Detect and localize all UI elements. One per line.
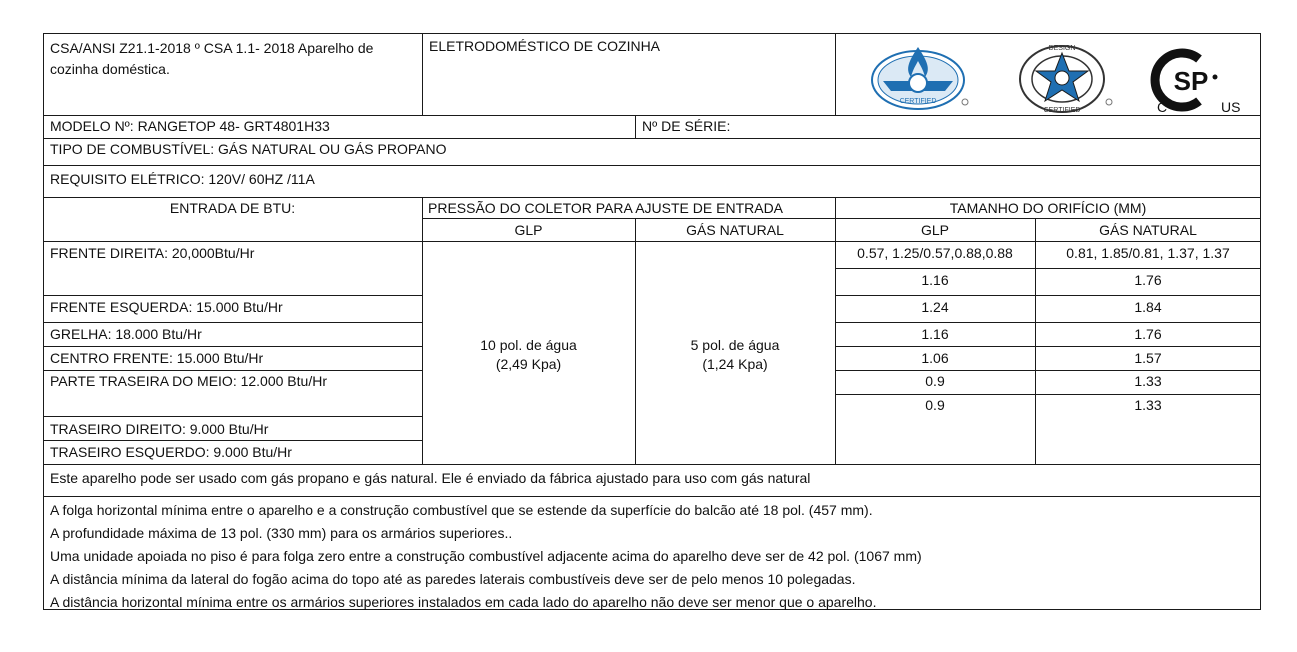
burner-center-front: CENTRO FRENTE: 15.000 Btu/Hr xyxy=(50,350,264,366)
orifice-natural-cell: 1.33 xyxy=(1134,373,1162,389)
orifice-glp-cell: 0.57, 1.25/0.57,0.88,0.88 xyxy=(857,245,1013,261)
divider xyxy=(835,346,1261,347)
orifice-natural-cell: 1.84 xyxy=(1134,299,1162,315)
orifice-glp-cell: 1.24 xyxy=(921,299,949,315)
orifice-glp-cell: 1.16 xyxy=(921,272,949,288)
rating-plate xyxy=(43,33,1261,609)
divider xyxy=(43,241,1261,242)
pressure-natural-line1: 5 pol. de água xyxy=(690,337,780,353)
divider xyxy=(635,115,636,139)
divider xyxy=(835,394,1261,395)
csa-c-text: C xyxy=(1157,99,1168,115)
pressure-natural-value xyxy=(635,336,835,374)
burner-rear-center: PARTE TRASEIRA DO MEIO: 12.000 Btu/Hr xyxy=(50,373,327,389)
divider xyxy=(835,322,1261,323)
orifice-glp-header: GLP xyxy=(920,222,949,238)
pressure-header: PRESSÃO DO COLETOR PARA AJUSTE DE ENTRADA xyxy=(428,200,784,216)
clearance-item: A profundidade máxima de 13 pol. (330 mm) para os armários superiores.. xyxy=(50,525,513,541)
burner-front-right: FRENTE DIREITA: 20,000Btu/Hr xyxy=(50,245,255,261)
burner-rear-left: TRASEIRO ESQUERDO: 9.000 Btu/Hr xyxy=(50,444,292,460)
divider xyxy=(835,268,1261,269)
divider xyxy=(835,370,1261,371)
model-number: MODELO Nº: RANGETOP 48- GRT4801H33 xyxy=(50,118,330,134)
burner-front-left: FRENTE ESQUERDA: 15.000 Btu/Hr xyxy=(50,299,283,315)
orifice-natural-cell: 0.81, 1.85/0.81, 1.37, 1.37 xyxy=(1066,245,1230,261)
pressure-natural-header: GÁS NATURAL xyxy=(686,222,784,238)
divider xyxy=(43,440,422,441)
border-right xyxy=(1260,33,1261,610)
divider xyxy=(43,370,422,371)
csa-us-text: US xyxy=(1221,99,1241,115)
divider xyxy=(43,496,1261,497)
serial-number-label: Nº DE SÉRIE: xyxy=(642,118,731,134)
clearance-item: A distância mínima da lateral do fogão acima do topo até as paredes laterais combustíveis deve ser de pelo menos 10 polegadas. xyxy=(50,571,856,587)
divider xyxy=(43,416,422,417)
product-type: ELETRODOMÉSTICO DE COZINHA xyxy=(429,38,661,54)
clearance-list xyxy=(50,499,922,614)
divider xyxy=(43,322,422,323)
pressure-glp-value xyxy=(422,336,635,374)
pressure-glp-line2: (2,49 Kpa) xyxy=(495,356,562,372)
design-logo-text: DESIGN xyxy=(1048,45,1076,52)
orifice-glp-cell: 1.16 xyxy=(921,326,949,342)
orifice-natural-header: GÁS NATURAL xyxy=(1099,222,1197,238)
btu-header: ENTRADA DE BTU: xyxy=(169,200,296,216)
divider xyxy=(43,197,1261,198)
electrical-requirement: REQUISITO ELÉTRICO: 120V/ 60HZ /11A xyxy=(50,171,315,187)
divider xyxy=(835,33,836,116)
divider xyxy=(422,33,423,116)
pressure-glp-line1: 10 pol. de água xyxy=(480,337,577,353)
divider xyxy=(43,295,422,296)
orifice-natural-cell: 1.57 xyxy=(1134,350,1162,366)
divider xyxy=(43,138,1261,139)
divider xyxy=(43,165,1261,166)
clearance-item: Uma unidade apoiada no piso é para folga zero entre a construção combustível adjacente acima do aparelho deve ser de 42 pol. (1067 mm) xyxy=(50,548,922,564)
burner-rear-right: TRASEIRO DIREITO: 9.000 Btu/Hr xyxy=(50,421,269,437)
csa-us-logo xyxy=(1155,53,1240,115)
pressure-glp-header: GLP xyxy=(514,222,543,238)
gas-note: Este aparelho pode ser usado com gás propano e gás natural. Ele é enviado da fábrica ajustado para uso com gás natural xyxy=(50,470,811,486)
orifice-natural-cell: 1.76 xyxy=(1134,272,1162,288)
burner-griddle: GRELHA: 18.000 Btu/Hr xyxy=(50,326,202,342)
orifice-glp-cell: 1.06 xyxy=(921,350,949,366)
certified-flame-logo xyxy=(872,47,968,109)
csa-logo-text: SP xyxy=(1173,66,1209,96)
divider xyxy=(835,295,1261,296)
orifice-natural-cell: 1.33 xyxy=(1134,397,1162,413)
pressure-natural-line2: (1,24 Kpa) xyxy=(702,356,768,372)
border-top xyxy=(43,33,1261,34)
divider xyxy=(43,464,1261,465)
clearance-item: A folga horizontal mínima entre o aparelho e a construção combustível que se estende da superfície do balcão até 18 pol. (457 mm). xyxy=(50,502,873,518)
orifice-header: TAMANHO DO ORIFÍCIO (MM) xyxy=(949,200,1147,216)
standard-text: CSA/ANSI Z21.1-2018 º CSA 1.1- 2018 Aparelho de cozinha doméstica. xyxy=(50,40,374,77)
design-certified-logo-text: CERTIFIED xyxy=(1043,107,1081,114)
design-certified-star-logo xyxy=(1020,45,1112,114)
orifice-glp-cell: 0.9 xyxy=(925,373,945,389)
clearance-item: A distância horizontal mínima entre os armários superiores instalados em cada lado do aparelho não deve ser menor que o aparelho. xyxy=(50,594,877,610)
fuel-type: TIPO DE COMBUSTÍVEL: GÁS NATURAL OU GÁS PROPANO xyxy=(50,141,447,157)
certified-logo-text: CERTIFIED xyxy=(899,98,937,105)
certification-logos xyxy=(869,39,1259,115)
divider xyxy=(422,218,1261,219)
divider xyxy=(43,346,422,347)
border-left xyxy=(43,33,44,610)
orifice-glp-cell: 0.9 xyxy=(925,397,945,413)
orifice-natural-cell: 1.76 xyxy=(1134,326,1162,342)
divider xyxy=(43,115,1261,116)
